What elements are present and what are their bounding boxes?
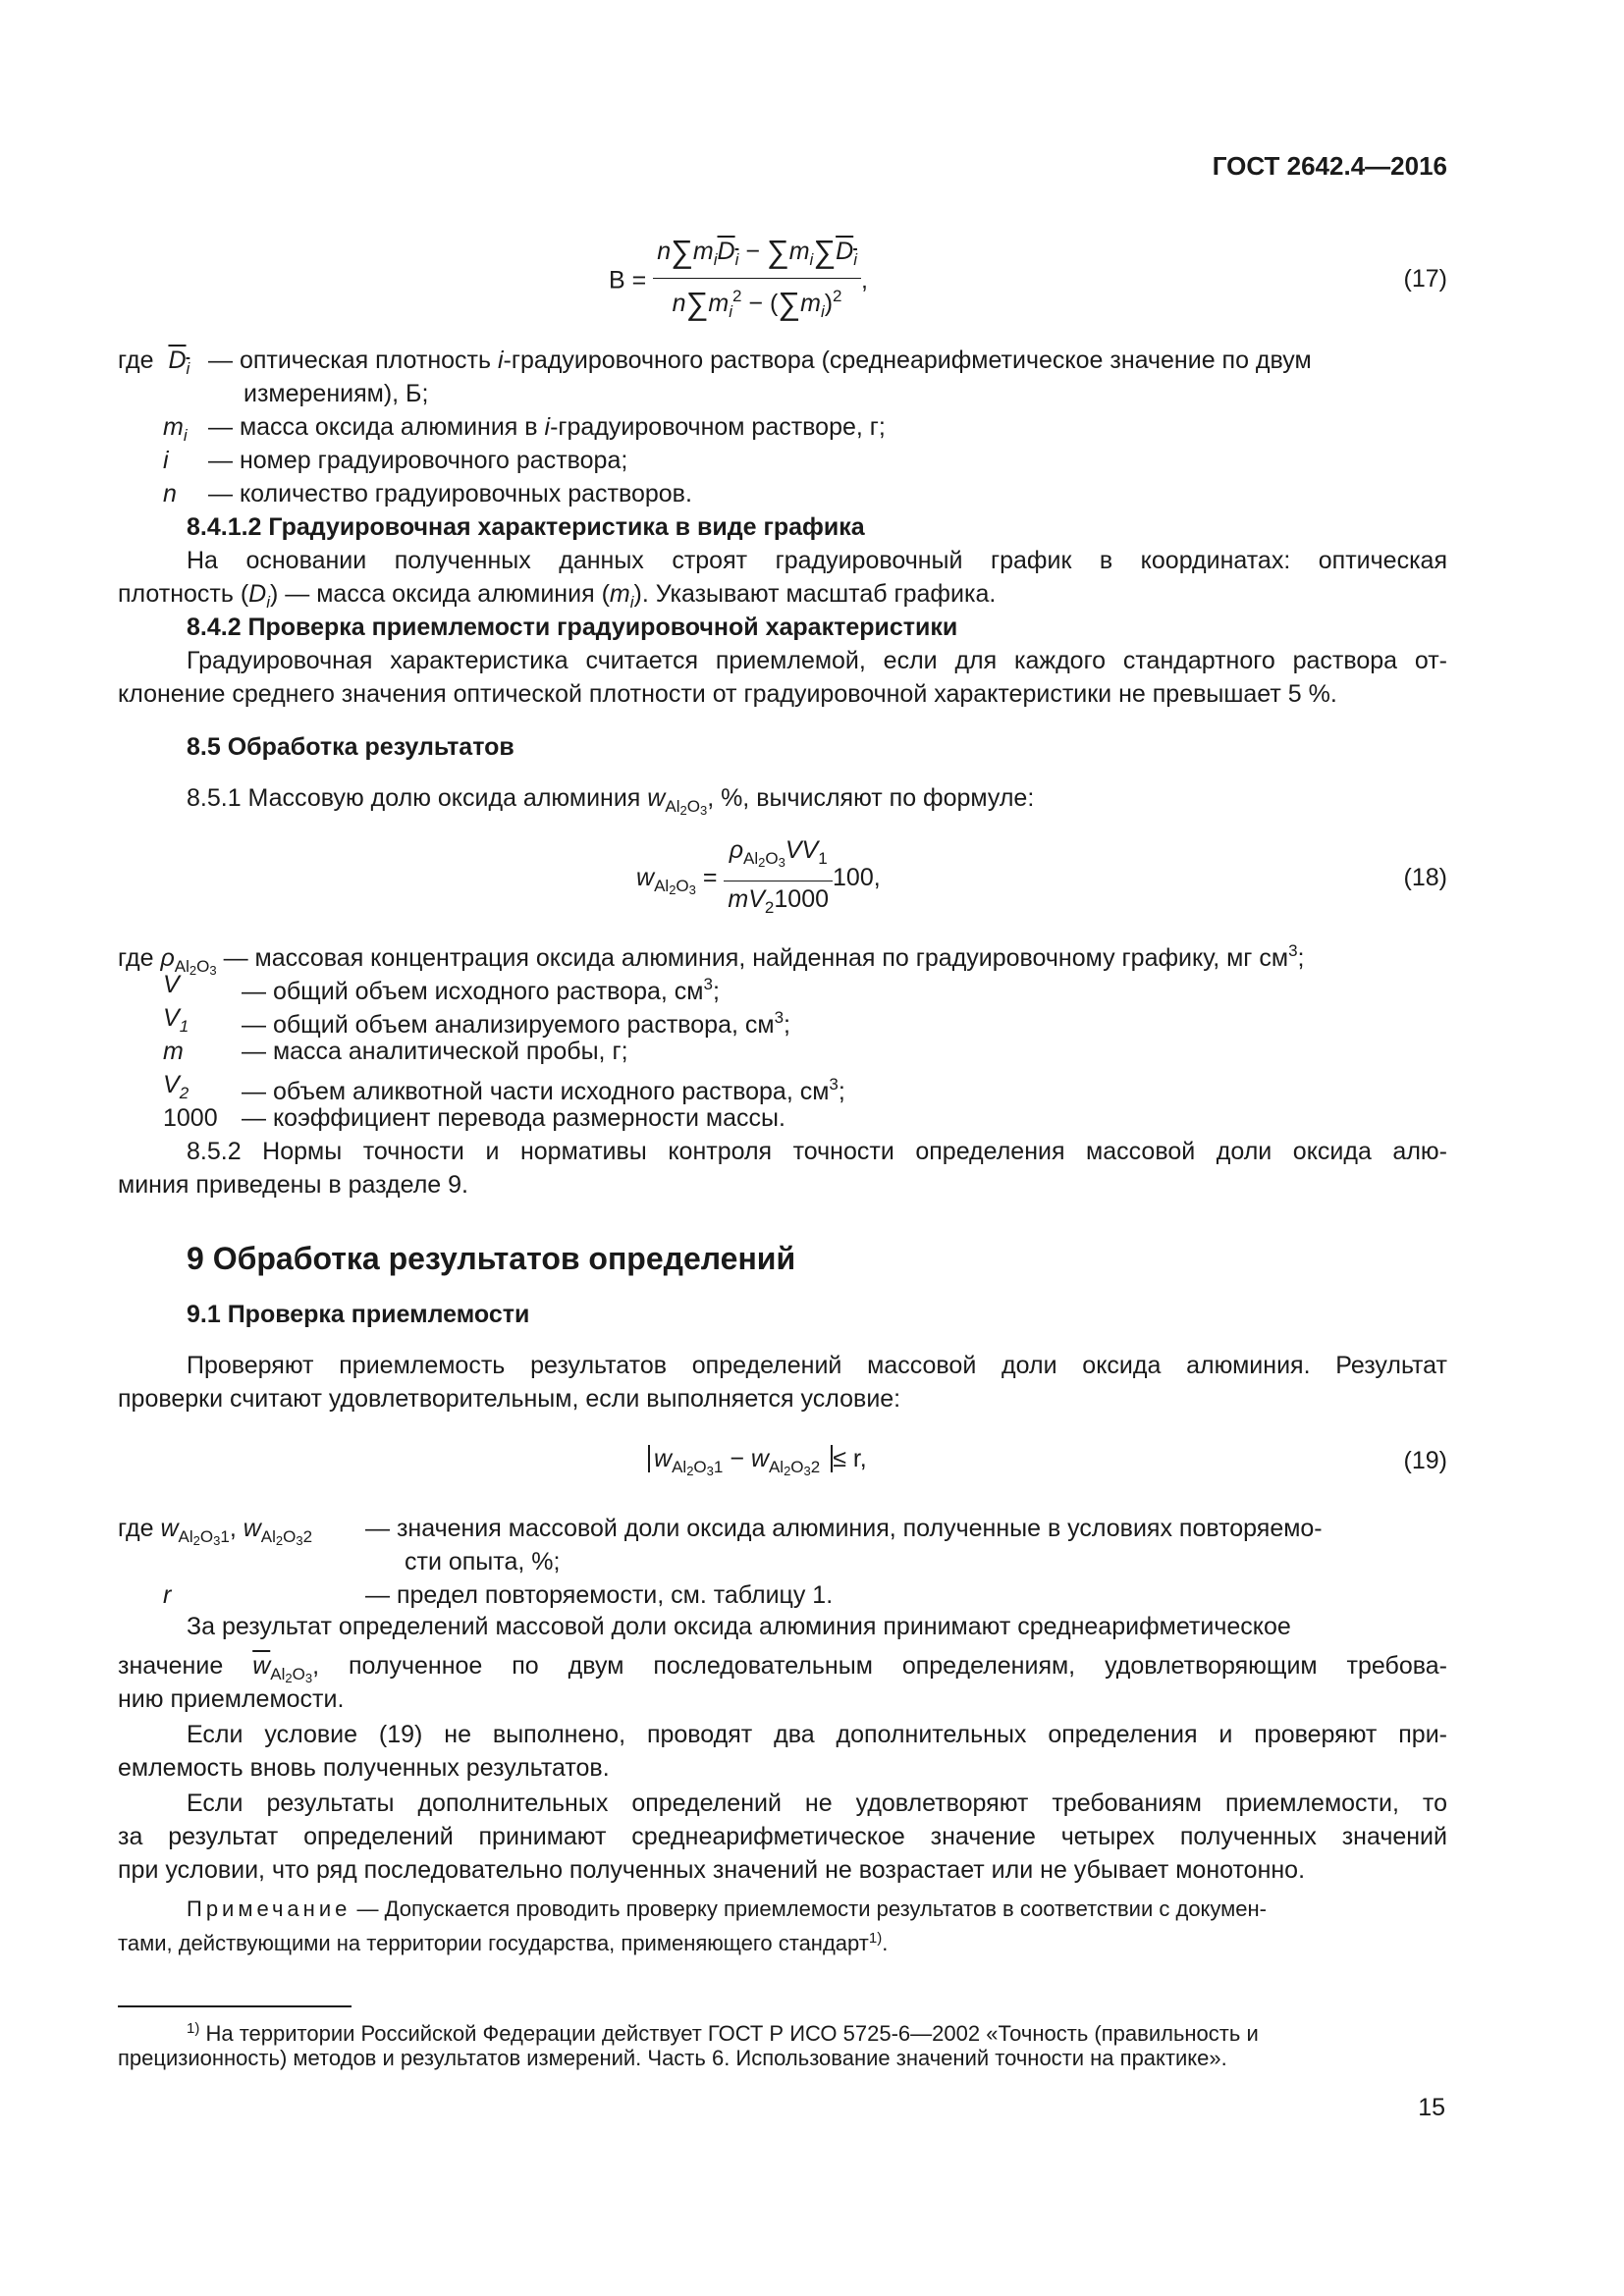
document-page: ГОСТ 2642.4—2016 B = $\frac{n\sum m_iD_i - \sum m_i\sum D_i}{n\sum m_i^2 - (\sum m_i)^2}$ , (17) где $D_i$ — оптическая плотность i-градуировочного раствора (среднеарифметическое значение по двум измерениям), Б; $m_i$ — масса оксида алюминия в i-градуировочном растворе, г; i — номер градуировочного раствора; n — количество градуировочных растворов. 8.4.1.2 Градуировочная характеристика в виде графика На основании полученных данных строят градуировочный график в координатах: оптическая плотность $(D_i)$ — масса оксида алюминия $(m_i)$. Указывают масштаб графика. 8.4.2 Проверка приемлемости градуировочной характеристики Градуировочная характеристика считается приемлемой, если для каждого стандартного раствора от- клонение среднего значения оптической плотности от градуировочной характеристики не превышает 5 %. 8.5 Обработка результатов 8.5.1 Массовую долю оксида алюминия $w_{Al_2O_3}$, %, вычисляют по формуле: $w_{Al_2O_3}$ = $\frac{\rho_{Al_2O_3}VV_1}{mV_21000}$ 100, (18) где $\rho_{Al_2O_3}$ — массовая концентрация оксида алюминия, найденная по градуировочному графику, мг $см^3$; V — общий объем исходного раствора, $см^3$; $V_1$ — общий объем анализируемого раствора, $см^3$; m — масса аналитической пробы, г; $V_2$ — объем аликвотной части исходного раствора, $см^3$; 1000 — коэффициент перевода размерности массы. 8.5.2 Нормы точности и нормативы контроля точности определения массовой доли оксида алю- миния приведены в разделе 9. 9 Обработка результатов определений 9.1 Проверка приемлемости Проверяют приемлемость результатов определений массовой доли оксида алюминия. Результат проверки считают удовлетворительным, если выполняется условие: $w_{Al_2O_31} - w_{Al_2O_32} \le r$, (19) где $w_{Al_2O_31}$, $w_{Al_2O_32}$ — значения массовой доли оксида алюминия, полученные в условиях повторяемо- сти опыта, %; r — предел повторяемости, см. таблицу 1. За результат определений массовой доли оксида алюминия принимают среднеарифметическое значение $\overline{w}_{Al_2O_3}$, полученное по двум последовательным определениям, удовлетворяющим требова- нию приемлемости. Если условие (19) не выполнено, проводят два дополнительных определения и проверяют при- емлемость вновь полученных результатов. Если результаты дополнительных определений не удовлетворяют требованиям приемлемости, то за результат определений принимают среднеарифметическое значение четырех полученных значений при условии, что ряд последовательно полученных значений не возрастает или не убывает монотонно. Примечание — Допускается проводить проверку приемлемости результатов в соответствии с докумен- тами, действующими на территории государства, применяющего стандарт$^{1)}$. $^{1)}$ На территории Российской Федерации действует ГОСТ Р ИСО 5725-6—2002 «Точность (правильность и прецизионность) методов и результатов измерений. Часть 6. Использование значений точности на практике». 15 — [0, 0, 1624, 2296]
heading-9-1: 9.1 Проверка приемлемости — [187, 1301, 530, 1328]
note: Примечание — Допускается проводить проверку приемлемости результатов в соответствии с докумен- — [187, 1896, 1268, 1921]
legend18-row-rho: где $\rho_{Al_2O_3}$ — массовая концентрация оксида алюминия, найденная по градуировочному графику, мг $см^3$; — [118, 941, 1305, 978]
page-number: 15 — [1418, 2094, 1445, 2121]
footnote: $^{1)}$ На территории Российской Федерации действует ГОСТ Р ИСО 5725-6—2002 «Точность (правильность и — [187, 2020, 1259, 2046]
legend19-row-w: где $w_{Al_2O_31}$, $w_{Al_2O_32}$ — [118, 1515, 313, 1548]
eq17-lhs: B — [609, 266, 625, 294]
legend17-symbol-m: $m_i$ — [163, 413, 188, 445]
equation-17: B = $\frac{n\sum m_iD_i - \sum m_i\sum D_i}{n\sum m_i^2 - (\sum m_i)^2}$ , — [609, 234, 868, 330]
standard-id: ГОСТ 2642.4—2016 — [1212, 151, 1447, 181]
equation-19: $w_{Al_2O_31} - w_{Al_2O_32} \le r$, — [648, 1445, 867, 1478]
equation-19-number: (19) — [1403, 1447, 1447, 1474]
equation-18-number: (18) — [1403, 864, 1447, 891]
para-8-5-2: 8.5.2 Нормы точности и нормативы контроля точности определения массовой доли оксида алю- — [187, 1138, 1447, 1165]
legend17-row-d: где $D_i$ — [118, 347, 190, 378]
heading-9: 9 Обработка результатов определений — [187, 1241, 796, 1276]
eq17-fraction: $\frac{n\sum m_iD_i - \sum m_i\sum D_i}{n\sum m_i^2 - (\sum m_i)^2}$ — [653, 234, 861, 330]
heading-8-4-1-2: 8.4.1.2 Градуировочная характеристика в виде графика — [187, 513, 865, 541]
heading-8-5: 8.5 Обработка результатов — [187, 733, 514, 761]
equation-18: $w_{Al_2O_3}$ = $\frac{\rho_{Al_2O_3}VV_1}{mV_21000}$ 100, — [636, 832, 881, 926]
footnote-rule — [118, 2005, 352, 2007]
para-8-5-1: 8.5.1 Массовую долю оксида алюминия $w_{Al_2O_3}$, %, вычисляют по формуле: — [187, 784, 1035, 818]
heading-8-4-2: 8.4.2 Проверка приемлемости градуировочной характеристики — [187, 614, 958, 641]
equation-17-number: (17) — [1403, 265, 1447, 293]
